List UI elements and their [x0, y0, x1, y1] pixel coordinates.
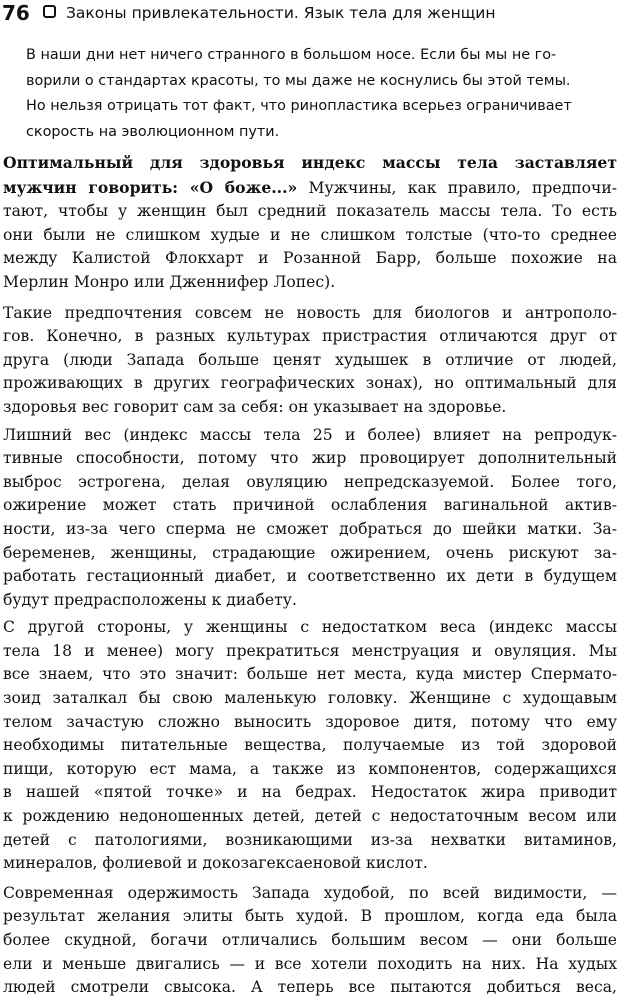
- text-line: тивные способности, потому что жир провоцирует дополнительный: [3, 449, 617, 468]
- text-line: беременев, женщины, страдающие ожирением, очень рискуют за-: [3, 543, 617, 562]
- text-line: они были не слишком худые и не слишком толстые (что-то среднее: [3, 225, 617, 244]
- text-line: результат желания элиты быть худой. В прошлом, когда еда была: [3, 907, 617, 926]
- body-text: [3, 151, 617, 1000]
- text-line: выброс эстрогена, делая овуляцию непредсказуемой. Более того,: [3, 472, 617, 491]
- text-line: друга (люди Запада больше ценят худышек в отличие от людей,: [3, 350, 617, 369]
- text-line: [3, 176, 617, 201]
- text-line: тают, чтобы у женщин был средний показатель массы тела. То есть: [3, 202, 617, 221]
- note-line: ворили о стандартах красоты, то мы даже не коснулись бы этой темы.: [26, 72, 571, 89]
- page-number: 76: [2, 1, 30, 25]
- bold-lead-text: мужчин говорить: «О боже...»: [3, 177, 298, 197]
- text-line: тела 18 и менее) могу прекратиться менструация и овуляция. Мы: [3, 641, 617, 660]
- text-line: между Калистой Флокхарт и Розанной Барр, больше похожие на: [3, 249, 617, 268]
- paragraph-overweight: [3, 424, 617, 613]
- text-line: более скудной, богачи отличались большим весом — они больше: [3, 931, 617, 949]
- text-line: [3, 151, 617, 176]
- text-line: зоид заталкал бы свою маленькую головку. Женщине с худощавым: [3, 689, 617, 708]
- text-line: проживающих в других географических зонах), но оптимальный для: [3, 374, 617, 393]
- sidebar-note: [26, 43, 596, 145]
- text-line: ожирение может стать причиной ослабления вагинальной актив-: [3, 496, 617, 515]
- text-line: работать гестационный диабет, и соответственно их дети в будущем: [3, 567, 617, 586]
- note-line: скорость на эволюционном пути.: [26, 123, 280, 140]
- text-line: Лишний вес (индекс массы тела 25 и более) влияет на репродук-: [3, 425, 617, 444]
- text-line: пищи, которую ест мама, а также из компонентов, содержащихся: [3, 759, 617, 778]
- text-line: все знаем, что это значит: больше нет места, куда мистер Сперматo-: [3, 665, 617, 684]
- text-line: людей смотрели свысока. А теперь все пытаются добиться веса,: [3, 978, 617, 997]
- note-line: Но нельзя отрицать тот факт, что ринопластика всерьез ограничивает: [26, 98, 572, 115]
- text-line: необходимы питательные вещества, получаемые из той здоровой: [3, 736, 617, 755]
- running-title: Законы привлекательности. Язык тела для женщин: [66, 4, 496, 22]
- note-line: В наши дни нет ничего странного в большом носе. Если бы мы не го-: [26, 47, 557, 63]
- text-line: Современная одержимость Запада худобой, по всей видимости, —: [3, 883, 617, 902]
- text-line: к рождению недоношенных детей, детей с недостаточным весом или: [3, 807, 617, 826]
- text-line: телом зачастую сложно выносить здоровое дитя, потому что ему: [3, 712, 617, 731]
- text-line: ности, из-за чего сперма не сможет добраться до шейки матки. За-: [3, 519, 617, 538]
- paragraph-preferences: [3, 302, 617, 420]
- text-line: Такие предпочтения совсем не новость для биологов и антрополо-: [3, 303, 617, 322]
- paragraph-underweight: [3, 616, 617, 876]
- page-header: [0, 0, 620, 30]
- text-line: будут предрасположены к диабету.: [3, 590, 297, 609]
- text-line: здоровья вес говорит сам за себя: он указывает на здоровье.: [3, 397, 507, 416]
- text-line: минералов, фолиевой и докозагексаеновой кислот.: [3, 854, 428, 873]
- bold-lead-text: Оптимальный для здоровья индекс массы тела заставляет: [3, 153, 617, 172]
- text-line: гов. Конечно, в разных культурах пристрастия отличаются друг от: [3, 327, 617, 346]
- text-line: в нашей «пятой точке» и на бедрах. Недостаток жира приводит: [3, 783, 617, 802]
- text-line: детей с патологиями, возникающими из-за нехватки витаминов,: [3, 830, 617, 849]
- paragraph-bmi: [3, 151, 617, 295]
- text-line: Мерлин Монро или Дженнифер Лопес).: [3, 272, 336, 291]
- text-run: Мужчины, как правило, предпочи-: [297, 178, 618, 197]
- text-line: ели и меньше двигались — и все хотели походить на них. На худых: [3, 954, 617, 973]
- checkbox-square-icon: [43, 5, 56, 18]
- text-line: С другой стороны, у женщины с недостатком веса (индекс массы: [3, 618, 617, 637]
- paragraph-thinness: [3, 882, 617, 1000]
